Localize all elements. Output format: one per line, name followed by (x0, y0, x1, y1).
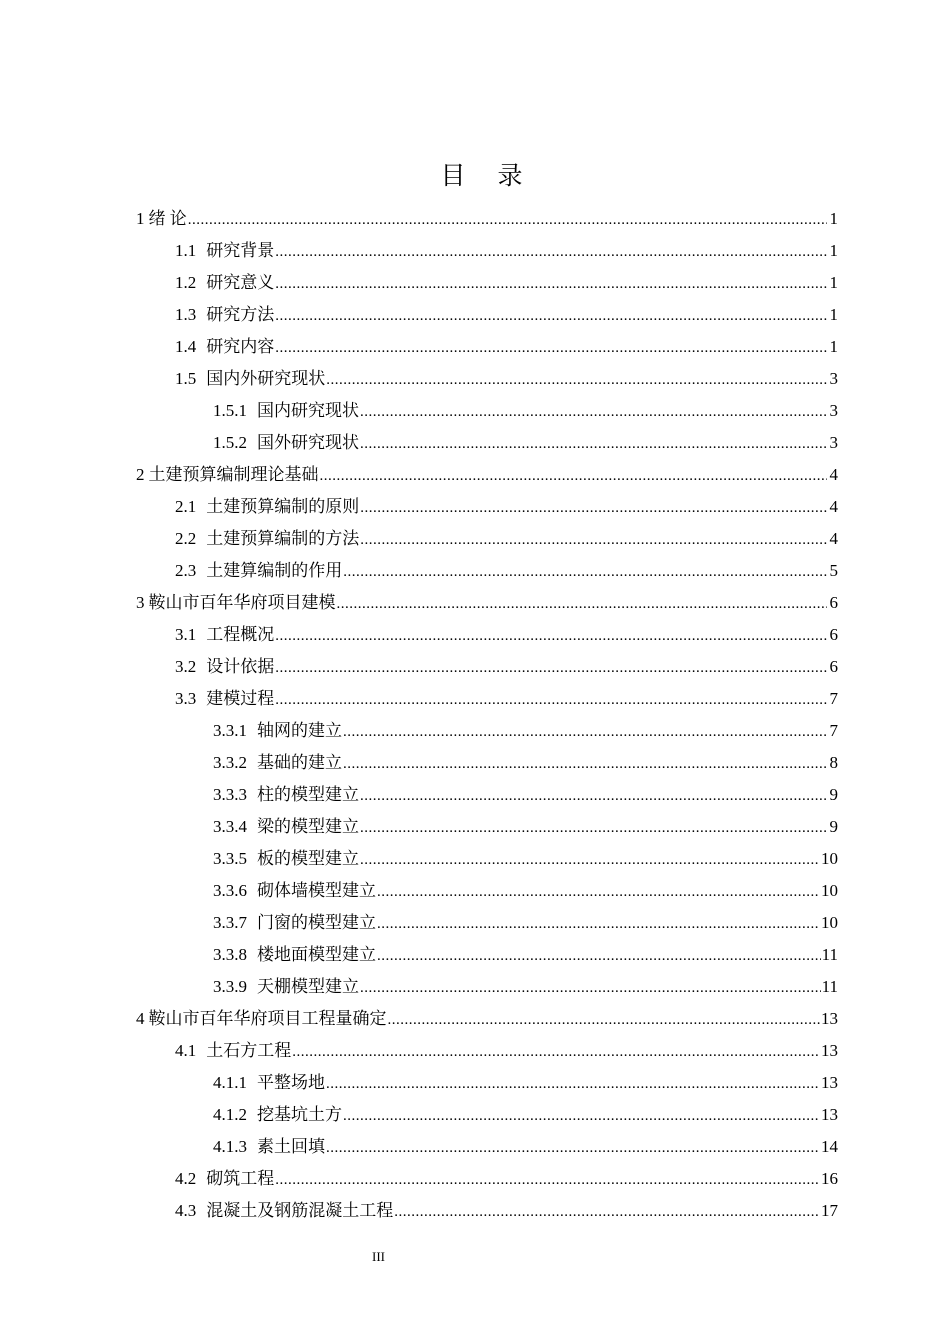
toc-entry-label: 研究方法 (206, 305, 275, 324)
toc-entry-page: 1 (829, 273, 838, 292)
toc-entry-number: 4.1.2 (213, 1105, 247, 1124)
toc-entry-label: 研究内容 (206, 337, 275, 356)
toc-entry-page: 13 (821, 1041, 838, 1060)
toc-entry[interactable] (175, 1199, 838, 1223)
toc-entry[interactable] (175, 495, 838, 519)
toc-entry-page: 13 (821, 1009, 838, 1028)
toc-entry-page: 8 (829, 753, 838, 772)
toc-entry-number: 4.2 (175, 1169, 197, 1188)
toc-entry-label: 国外研究现状 (257, 433, 359, 452)
toc-entry-number: 3.3.7 (213, 913, 247, 932)
toc-entry-page: 7 (829, 689, 838, 708)
toc-entry-number: 1.2 (175, 273, 197, 292)
toc-entry-label: 鞍山市百年华府项目建模 (148, 593, 336, 612)
toc-leader (275, 687, 827, 712)
toc-leader (188, 207, 827, 232)
toc-leader (326, 1071, 820, 1096)
toc-entry[interactable] (175, 623, 838, 647)
toc-leader (275, 271, 827, 296)
toc-entry-label: 国内外研究现状 (206, 369, 326, 388)
toc-entry-page: 16 (821, 1169, 838, 1188)
toc-leader (275, 655, 827, 680)
toc-entry-page: 9 (829, 785, 838, 804)
toc-entry-page: 13 (821, 1105, 838, 1124)
toc-entry-number: 1 (136, 209, 145, 228)
toc-leader (326, 367, 827, 392)
toc-entry-number: 1.5.2 (213, 433, 247, 452)
toc-entry-page: 17 (821, 1201, 838, 1220)
toc-entry-page: 4 (829, 529, 838, 548)
toc-entry-page: 1 (829, 209, 838, 228)
toc-entry-page: 1 (829, 305, 838, 324)
toc-entry-label: 板的模型建立 (257, 849, 359, 868)
toc-entry-number: 1.5.1 (213, 401, 247, 420)
toc-entry-page: 7 (829, 721, 838, 740)
toc-entry[interactable] (175, 1039, 838, 1063)
toc-entry-label: 土建算编制的作用 (206, 561, 343, 580)
toc-entry-label: 素土回填 (257, 1137, 325, 1156)
toc-leader (394, 1199, 820, 1224)
toc-entry[interactable] (213, 783, 838, 807)
toc-entry-number: 2.2 (175, 529, 197, 548)
toc-entry-label: 土石方工程 (206, 1041, 292, 1060)
toc-entry[interactable] (213, 943, 838, 967)
toc-entry-label: 轴网的建立 (257, 721, 342, 740)
toc-leader (275, 239, 827, 264)
toc-leader (360, 847, 820, 872)
toc-leader (343, 1103, 820, 1128)
toc-entry[interactable] (175, 303, 838, 327)
toc-leader (275, 1167, 820, 1192)
toc-leader (360, 815, 827, 840)
toc-entry-number: 3.1 (175, 625, 197, 644)
toc-entry[interactable] (136, 1007, 838, 1031)
toc-leader (326, 1135, 820, 1160)
toc-entry-label: 砌体墙模型建立 (257, 881, 376, 900)
toc-entry[interactable] (213, 1071, 838, 1095)
toc-entry-label: 天棚模型建立 (257, 977, 359, 996)
toc-entry-label: 研究意义 (206, 273, 275, 292)
toc-entry-number: 1.4 (175, 337, 197, 356)
toc-leader (360, 431, 827, 456)
toc-entry-page: 1 (829, 337, 838, 356)
toc-entry-number: 3.3.2 (213, 753, 247, 772)
toc-leader (377, 911, 820, 936)
toc-entry-number: 3.3 (175, 689, 197, 708)
toc-entry[interactable] (213, 1103, 838, 1127)
toc-entry[interactable] (213, 399, 838, 423)
toc-entry-number: 4 (136, 1009, 145, 1028)
toc-entry[interactable] (175, 687, 838, 711)
toc-entry-label: 梁的模型建立 (257, 817, 359, 836)
toc-leader (343, 559, 827, 584)
toc-entry-number: 2.1 (175, 497, 197, 516)
toc-leader (360, 399, 827, 424)
toc-entry-label: 绪 论 (148, 209, 187, 228)
toc-entry-label: 工程概况 (206, 625, 275, 644)
toc-entry[interactable] (175, 655, 838, 679)
toc-entry-label: 国内研究现状 (257, 401, 359, 420)
toc-leader (275, 303, 827, 328)
toc-entry-page: 3 (829, 369, 838, 388)
toc-entry-number: 2.3 (175, 561, 197, 580)
toc-entry[interactable] (175, 335, 838, 359)
toc-entry-page: 10 (821, 913, 838, 932)
toc-entry-page: 6 (829, 593, 838, 612)
toc-entry[interactable] (213, 975, 838, 999)
toc-leader (337, 591, 828, 616)
toc-entry-page: 11 (821, 977, 838, 996)
toc-entry-page: 9 (829, 817, 838, 836)
toc-leader (275, 335, 827, 360)
toc-entry-label: 土建预算编制的原则 (206, 497, 360, 516)
toc-entry-number: 4.1.1 (213, 1073, 247, 1092)
toc-leader (360, 495, 827, 520)
toc-entry-number: 3.3.6 (213, 881, 247, 900)
toc-entry-page: 5 (829, 561, 838, 580)
page-number-footer: III (372, 1249, 385, 1264)
toc-entry-number: 3.3.4 (213, 817, 247, 836)
toc-entry-page: 10 (821, 849, 838, 868)
toc-entry[interactable] (213, 879, 838, 903)
toc-entry-page: 4 (829, 465, 838, 484)
toc-entry[interactable] (175, 1167, 838, 1191)
toc-entry-number: 3.3.3 (213, 785, 247, 804)
toc-entry[interactable] (136, 207, 838, 231)
toc-entry-number: 3 (136, 593, 145, 612)
toc-entry-label: 研究背景 (206, 241, 275, 260)
toc-leader (320, 463, 828, 488)
toc-entry-page: 6 (829, 657, 838, 676)
toc-title: 目 录 (440, 161, 535, 190)
toc-entry-number: 4.1 (175, 1041, 197, 1060)
toc-entry-number: 1.3 (175, 305, 197, 324)
toc-leader (360, 527, 827, 552)
toc-entry-page: 1 (829, 241, 838, 260)
toc-entry[interactable] (175, 527, 838, 551)
toc-entry-number: 3.2 (175, 657, 197, 676)
toc-leader (388, 1007, 821, 1032)
toc-entry[interactable] (136, 463, 838, 487)
toc-entry-page: 11 (821, 945, 838, 964)
toc-leader (343, 751, 827, 776)
toc-entry-page: 3 (829, 401, 838, 420)
toc-leader (360, 975, 821, 1000)
toc-entry-page: 10 (821, 881, 838, 900)
toc-entry[interactable] (213, 1135, 838, 1159)
toc-entry-number: 3.3.9 (213, 977, 247, 996)
toc-entry-page: 6 (829, 625, 838, 644)
toc-entry-label: 平整场地 (257, 1073, 325, 1092)
toc-entry-number: 3.3.5 (213, 849, 247, 868)
toc-entry-label: 土建预算编制的方法 (206, 529, 360, 548)
toc-entry-number: 4.3 (175, 1201, 197, 1220)
toc-entry-label: 混凝土及钢筋混凝土工程 (206, 1201, 394, 1220)
toc-entry-label: 楼地面模型建立 (257, 945, 376, 964)
toc-entry-label: 柱的模型建立 (257, 785, 359, 804)
toc-entry[interactable] (175, 239, 838, 263)
toc-entry-label: 鞍山市百年华府项目工程量确定 (148, 1009, 387, 1028)
toc-entry[interactable] (213, 751, 838, 775)
toc-entry-page: 4 (829, 497, 838, 516)
toc-entry-label: 土建预算编制理论基础 (148, 465, 319, 484)
toc-entry-page: 14 (821, 1137, 838, 1156)
toc-entry-number: 3.3.8 (213, 945, 247, 964)
toc-entry[interactable] (213, 847, 838, 871)
toc-entry-number: 1.5 (175, 369, 197, 388)
toc-entry-number: 1.1 (175, 241, 197, 260)
toc-entry-label: 设计依据 (206, 657, 275, 676)
toc-entry[interactable] (213, 431, 838, 455)
toc-entry-number: 4.1.3 (213, 1137, 247, 1156)
toc-leader (377, 879, 820, 904)
toc-entry[interactable] (213, 719, 838, 743)
toc-leader (343, 719, 827, 744)
toc-entry[interactable] (213, 815, 838, 839)
toc-entry-label: 砌筑工程 (206, 1169, 275, 1188)
toc-entry[interactable] (213, 911, 838, 935)
toc-entry[interactable] (136, 591, 838, 615)
toc-leader (292, 1039, 820, 1064)
toc-entry[interactable] (175, 271, 838, 295)
toc-entry-label: 基础的建立 (257, 753, 342, 772)
toc-leader (377, 943, 821, 968)
toc-leader (275, 623, 827, 648)
toc-entry[interactable] (175, 367, 838, 391)
toc-entry-page: 3 (829, 433, 838, 452)
toc-leader (360, 783, 827, 808)
toc-entry-label: 门窗的模型建立 (257, 913, 376, 932)
toc-entry-label: 建模过程 (206, 689, 275, 708)
toc-entry-label: 挖基坑土方 (257, 1105, 342, 1124)
toc-entry-page: 13 (821, 1073, 838, 1092)
toc-entry-number: 3.3.1 (213, 721, 247, 740)
toc-entry[interactable] (175, 559, 838, 583)
toc-entry-number: 2 (136, 465, 145, 484)
